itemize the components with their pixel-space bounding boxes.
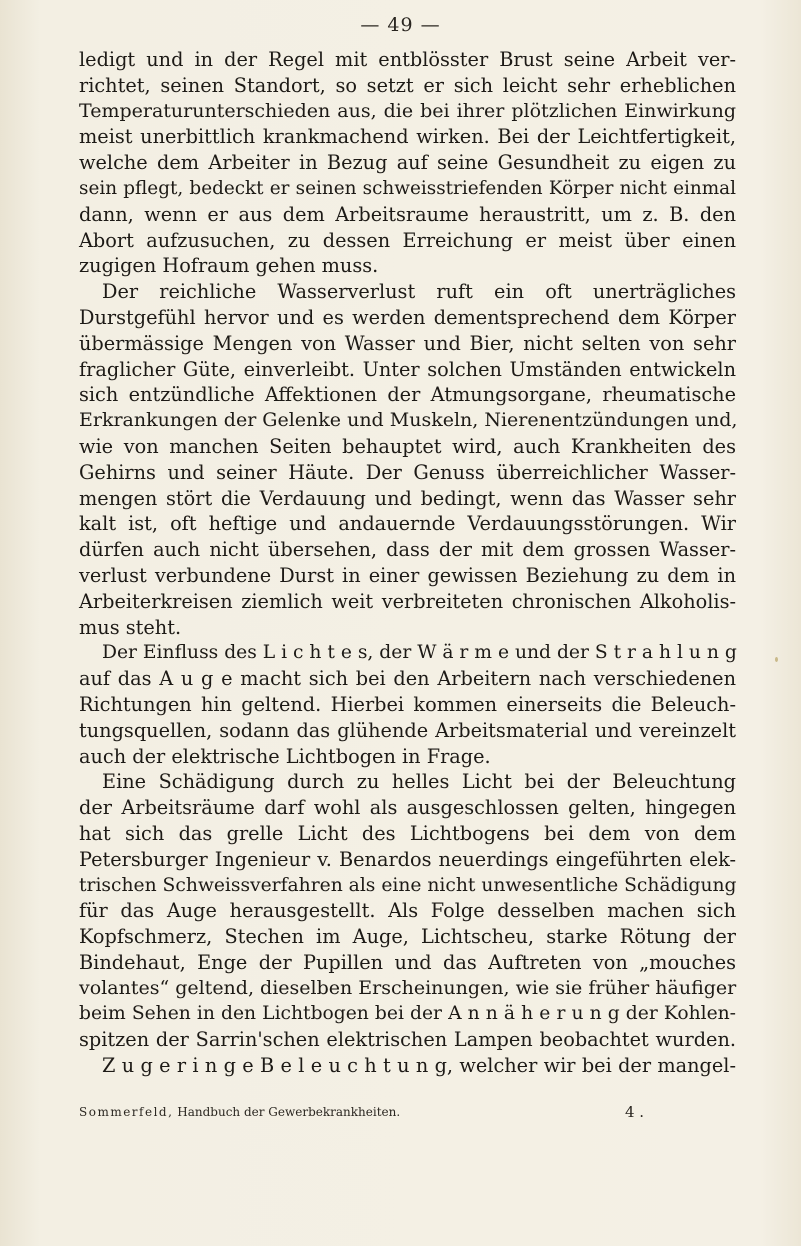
text-line: tungsquellen, sodann das glühende Arbeitsmaterial und vereinzelt bbox=[79, 718, 736, 742]
text-line: Eine Schädigung durch zu helles Licht bei der Beleuchtung bbox=[102, 770, 736, 794]
text-line: zugigen Hofraum gehen muss. bbox=[79, 254, 379, 278]
text-line: sich entzündliche Affektionen der Atmungsorgane, rheumatische bbox=[79, 383, 736, 407]
text-line: wie von manchen Seiten behauptet wird, auch Krankheiten des bbox=[79, 434, 736, 458]
text-line: übermässige Mengen von Wasser und Bier, nicht selten von sehr bbox=[79, 331, 736, 355]
text-line: kalt ist, oft heftige und andauernde Verdauungsstörungen. Wir bbox=[79, 512, 736, 536]
text-line: Petersburger Ingenieur v. Benardos neuerdings eingeführten elek- bbox=[79, 847, 736, 871]
text-line: hat sich das grelle Licht des Lichtbogens bei dem von dem bbox=[79, 821, 736, 845]
text-line: Der Einfluss des L i c h t e s, der W ä r m e und der S t r a h l u n g bbox=[102, 642, 737, 664]
text-line: Abort aufzusuchen, zu dessen Erreichung er meist über einen bbox=[79, 228, 736, 252]
footer-book-title: Handbuch der Gewerbekrankheiten. bbox=[177, 1105, 401, 1119]
text-line: Der reichliche Wasserverlust ruft ein oft unerträgliches bbox=[102, 280, 736, 304]
text-line: Temperaturunterschieden aus, die bei ihrer plötzlichen Einwirkung bbox=[79, 99, 736, 122]
text-line: dürfen auch nicht übersehen, dass der mit dem grossen Wasser- bbox=[79, 538, 736, 562]
text-line: Durstgefühl hervor und es werden dementsprechend dem Körper bbox=[79, 305, 736, 329]
text-line: auf das A u g e macht sich bei den Arbeitern nach verschiedenen bbox=[79, 667, 736, 691]
text-line: richtet, seinen Standort, so setzt er sich leicht sehr erheblichen bbox=[79, 73, 736, 97]
text-line: trischen Schweissverfahren als eine nicht unwesentliche Schädigung bbox=[79, 874, 737, 896]
text-line: auch der elektrische Lichtbogen in Frage. bbox=[79, 744, 491, 768]
text-line: fraglicher Güte, einverleibt. Unter solchen Umständen entwickeln bbox=[79, 357, 736, 381]
text-line: der Arbeitsräume darf wohl als ausgeschlossen gelten, hingegen bbox=[79, 796, 736, 820]
text-line: meist unerbittlich krankmachend wirken. Bei der Leichtfertigkeit, bbox=[79, 125, 736, 149]
paper-speck bbox=[775, 657, 778, 662]
text-line: dann, wenn er aus dem Arbeitsraume heraustritt, um z. B. den bbox=[79, 202, 736, 226]
text-line: Z u g e r i n g e B e l e u c h t u n g, welcher wir bei der mangel- bbox=[102, 1054, 736, 1078]
text-line: Gehirns und seiner Häute. Der Genuss überreichlicher Wasser- bbox=[79, 460, 736, 484]
text-line: sein pflegt, bedeckt er seinen schweisstriefenden Körper nicht einmal bbox=[79, 177, 736, 199]
text-line: Kopfschmerz, Stechen im Auge, Lichtscheu, starke Rötung der bbox=[79, 925, 736, 949]
text-line: volantes“ geltend, dieselben Erscheinungen, wie sie früher häufiger bbox=[79, 976, 737, 999]
text-line: ledigt und in der Regel mit entblösster Brust seine Arbeit ver- bbox=[79, 48, 736, 71]
text-line: beim Sehen in den Lichtbogen bei der A n n ä h e r u n g der Kohlen- bbox=[79, 1003, 736, 1025]
text-line: Bindehaut, Enge der Pupillen und das Auftreten von „mouches bbox=[79, 950, 736, 974]
text-line: mengen stört die Verdauung und bedingt, wenn das Wasser sehr bbox=[79, 486, 736, 510]
text-line: Richtungen hin geltend. Hierbei kommen einerseits die Beleuch- bbox=[79, 692, 736, 716]
text-line: für das Auge herausgestellt. Als Folge desselben machen sich bbox=[79, 899, 736, 923]
printer-signature: 4 . bbox=[625, 1103, 645, 1121]
page-number: — 49 — bbox=[360, 14, 441, 36]
text-line: spitzen der Sarrin'schen elektrischen Lampen beobachtet wurden. bbox=[79, 1028, 736, 1052]
text-line: welche dem Arbeiter in Bezug auf seine Gesundheit zu eigen zu bbox=[79, 151, 736, 175]
text-line: Arbeiterkreisen ziemlich weit verbreiteten chronischen Alkoholis- bbox=[79, 589, 736, 613]
footer-author: Sommerfeld, bbox=[79, 1105, 174, 1119]
page-footer bbox=[79, 1102, 736, 1122]
text-line: verlust verbundene Durst in einer gewissen Beziehung zu dem in bbox=[79, 563, 736, 587]
text-line: mus steht. bbox=[79, 615, 182, 639]
text-line: Erkrankungen der Gelenke und Muskeln, Nierenentzündungen und, bbox=[79, 409, 738, 432]
body-text bbox=[79, 47, 736, 1079]
